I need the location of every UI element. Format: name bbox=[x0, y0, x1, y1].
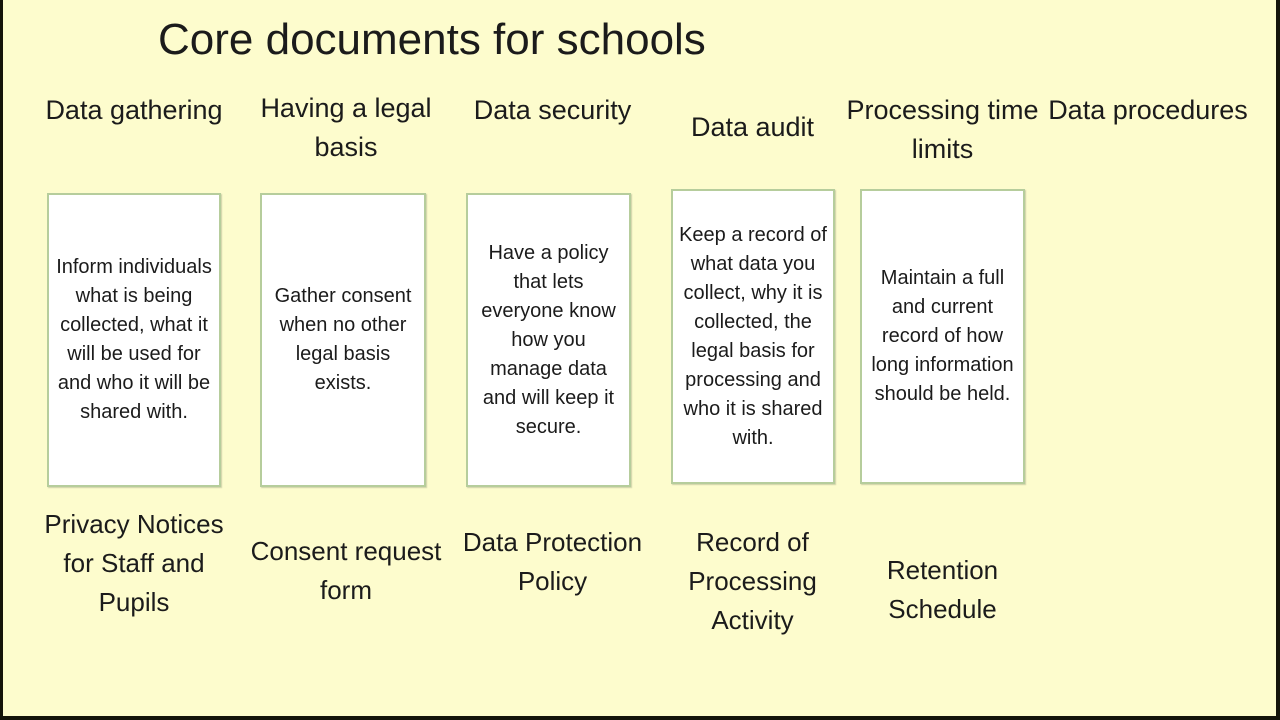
column-header: Data security bbox=[473, 95, 632, 125]
card-body-text: Gather consent when no other legal basis exists. bbox=[274, 285, 412, 394]
column-footer-label: Privacy Notices for Staff and Pupils bbox=[44, 509, 224, 617]
card-body-text: Inform individuals what is being collected, what it will be used for and who it will be shared with. bbox=[56, 256, 212, 423]
document-card bbox=[671, 189, 835, 484]
column-data-audit bbox=[656, 0, 849, 720]
column-footer-label: Consent request form bbox=[250, 536, 442, 605]
column-footer-label: Record of Processing Activity bbox=[688, 527, 817, 635]
column-footer-label: Data Protection Policy bbox=[462, 527, 643, 596]
column-header: Data procedures bbox=[1048, 95, 1248, 125]
column-data-security bbox=[450, 0, 655, 720]
column-header: Processing time limits bbox=[846, 95, 1039, 164]
document-card bbox=[466, 193, 631, 487]
document-card bbox=[860, 189, 1025, 484]
document-card bbox=[260, 193, 426, 487]
column-having-a-legal-basis bbox=[243, 0, 449, 720]
column-header: Having a legal basis bbox=[260, 93, 432, 162]
column-header: Data audit bbox=[690, 112, 815, 142]
card-body-text: Maintain a full and current record of how long information should be held. bbox=[871, 267, 1014, 405]
document-card bbox=[47, 193, 221, 487]
column-header: Data gathering bbox=[45, 95, 223, 125]
column-data-procedures bbox=[1048, 0, 1248, 720]
column-processing-time-limits bbox=[846, 0, 1039, 720]
page-title: Core documents for schools bbox=[158, 15, 706, 64]
card-body-text: Have a policy that lets everyone know how you manage data and will keep it secure. bbox=[481, 241, 616, 438]
column-footer-label: Retention Schedule bbox=[886, 555, 999, 624]
card-body-text: Keep a record of what data you collect, why it is collected, the legal basis for processing and who it is shared with. bbox=[679, 223, 827, 449]
column-data-gathering bbox=[27, 0, 241, 720]
